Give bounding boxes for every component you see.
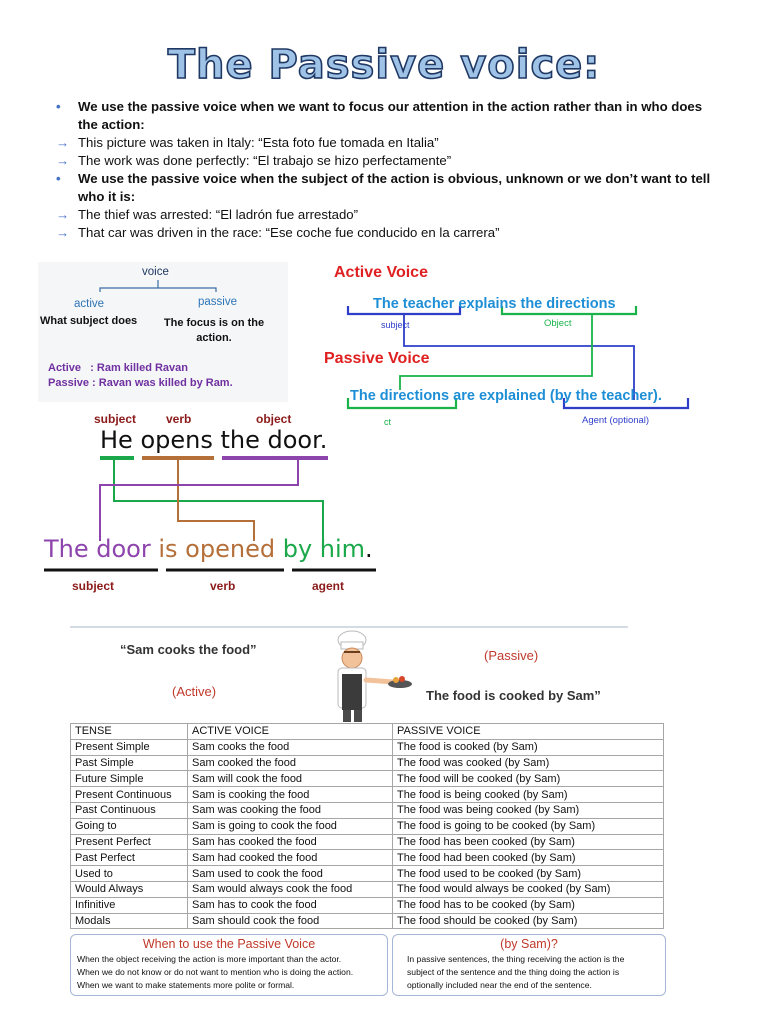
bottom-verb-word: is opened	[158, 535, 276, 563]
list-item-text: That car was driven in the race: “Ese coche fue conducido en la carrera”	[78, 225, 500, 240]
active-label: active	[74, 298, 105, 310]
active-voice-cell: Sam is going to cook the food	[188, 818, 393, 834]
tense-cell: Infinitive	[71, 897, 188, 913]
table-row	[71, 787, 664, 803]
active-verb: explains	[454, 296, 521, 312]
active-voice-cell: Sam will cook the food	[188, 771, 393, 787]
arrow-right-icon: →	[56, 135, 70, 150]
tense-cell: Used to	[71, 866, 188, 882]
column-header: PASSIVE VOICE	[393, 724, 664, 740]
active-voice-cell: Sam would always cook the food	[188, 881, 393, 897]
by-sam-title: (by Sam)?	[500, 937, 558, 951]
top-object-word: the door.	[220, 426, 328, 454]
bottom-sentence	[44, 535, 373, 563]
passive-voice-heading: Passive Voice	[324, 350, 430, 367]
passive-label: passive	[198, 296, 237, 308]
table-row	[71, 818, 664, 834]
bottom-agent-word: by him	[282, 535, 366, 563]
ct-label: ct	[384, 417, 392, 427]
top-subject-word: He	[100, 426, 133, 454]
list-item-text: This picture was taken in Italy: “Esta foto fue tomada en Italia”	[78, 135, 439, 150]
column-header: ACTIVE VOICE	[188, 724, 393, 740]
bottom-agent-label: agent	[312, 579, 345, 593]
list-item-text: The thief was arrested: “El ladrón fue arrestado”	[78, 207, 359, 222]
tense-cell: Present Continuous	[71, 787, 188, 803]
passive-voice-cell: The food is being cooked (by Sam)	[393, 787, 664, 803]
when-to-use-title: When to use the Passive Voice	[142, 937, 316, 951]
passive-voice-cell: The food has to be cooked (by Sam)	[393, 897, 664, 913]
table-header-row	[71, 724, 664, 740]
passive-voice-cell: The food was being cooked (by Sam)	[393, 802, 664, 818]
table-row	[71, 834, 664, 850]
table-row	[71, 802, 664, 818]
passive-voice-cell: The food has been cooked (by Sam)	[393, 834, 664, 850]
tense-cell: Modals	[71, 913, 188, 929]
list-item-text: The work was done perfectly: “El trabajo se hizo perfectamente”	[78, 153, 452, 168]
passive-verb: are explained	[449, 388, 550, 404]
note-line: optionally included near the end of the sentence.	[407, 980, 592, 990]
tense-cell: Future Simple	[71, 771, 188, 787]
active-voice-heading: Active Voice	[334, 264, 428, 281]
passive-voice-cell: The food is cooked (by Sam)	[393, 739, 664, 755]
passive-quote: The food is cooked by Sam”	[426, 688, 601, 703]
active-voice-cell: Sam cooks the food	[188, 739, 393, 755]
sam-header	[70, 626, 628, 724]
when-to-use-text	[77, 953, 353, 992]
bullet-list	[52, 98, 712, 242]
list-item	[52, 206, 712, 224]
voice-root-label: voice	[142, 266, 169, 278]
list-item-text: We use the passive voice when the subject of the action is obvious, unknown or we don’t want to tell who it is:	[78, 171, 711, 204]
tense-table	[70, 723, 664, 929]
list-item-text: We use the passive voice when we want to focus our attention in the action rather than in who does the action:	[78, 99, 703, 132]
list-item	[52, 152, 712, 170]
tense-cell: Past Perfect	[71, 850, 188, 866]
tense-cell: Going to	[71, 818, 188, 834]
voice-tree	[38, 262, 288, 402]
bottom-period: .	[365, 535, 373, 563]
tense-cell: Past Continuous	[71, 802, 188, 818]
tense-cell: Present Simple	[71, 739, 188, 755]
door-diagram	[36, 405, 386, 600]
table-row	[71, 897, 664, 913]
passive-sentence	[350, 388, 662, 404]
top-subject-label: subject	[94, 412, 137, 426]
bottom-verb-label: verb	[210, 579, 236, 593]
table-row	[71, 739, 664, 755]
list-item	[52, 98, 712, 134]
table-row	[71, 866, 664, 882]
arrow-right-icon: →	[56, 225, 70, 240]
active-voice-cell: Sam is cooking the food	[188, 787, 393, 803]
active-desc: What subject does	[40, 315, 138, 327]
passive-voice-cell: The food is going to be cooked (by Sam)	[393, 818, 664, 834]
list-item	[52, 170, 712, 206]
note-line: When we do not know or do not want to mention who is doing the action.	[77, 967, 354, 977]
note-line: subject of the sentence and the thing doing the action is	[407, 967, 620, 977]
top-verb-label: verb	[166, 412, 192, 426]
passive-voice-cell: The food would always be cooked (by Sam)	[393, 881, 664, 897]
table-row	[71, 771, 664, 787]
active-voice-cell: Sam used to cook the food	[188, 866, 393, 882]
tense-cell: Present Perfect	[71, 834, 188, 850]
active-voice-cell: Sam has to cook the food	[188, 897, 393, 913]
object-label: Object	[544, 318, 572, 329]
arrow-right-icon: →	[56, 207, 70, 222]
example-active: Active : Ram killed Ravan	[48, 362, 188, 374]
bottom-subject-word: The door	[44, 535, 151, 563]
top-verb-word: opens	[140, 426, 213, 454]
table-row	[71, 755, 664, 771]
active-voice-cell: Sam cooked the food	[188, 755, 393, 771]
page-title: The Passive voice:	[167, 42, 601, 88]
note-line: When the object receiving the action is more important than the actor.	[77, 954, 342, 964]
active-voice-cell: Sam has cooked the food	[188, 834, 393, 850]
note-line: In passive sentences, the thing receiving the action is the	[407, 954, 625, 964]
table-row	[71, 913, 664, 929]
column-header: TENSE	[71, 724, 188, 740]
top-object-label: object	[256, 412, 292, 426]
passive-voice-cell: The food used to be cooked (by Sam)	[393, 866, 664, 882]
list-item	[52, 134, 712, 152]
top-sentence	[100, 426, 327, 454]
tense-cell: Past Simple	[71, 755, 188, 771]
passive-desc: The focus is on the action.	[163, 317, 265, 344]
passive-subject: The directions	[350, 388, 450, 404]
active-voice-cell: Sam was cooking the food	[188, 802, 393, 818]
note-line: When we want to make statements more polite or formal.	[77, 980, 295, 990]
tense-table-body	[71, 739, 664, 929]
active-sentence	[373, 296, 616, 312]
chef-illustration	[310, 630, 420, 724]
tense-table-wrap	[70, 723, 664, 929]
arrow-right-icon: →	[56, 153, 70, 168]
example-passive: Passive : Ravan was killed by Ram.	[48, 377, 233, 389]
when-to-use-box	[70, 934, 388, 996]
table-row	[71, 850, 664, 866]
table-row	[71, 881, 664, 897]
bullet-icon: •	[56, 99, 61, 114]
active-voice-cell: Sam had cooked the food	[188, 850, 393, 866]
bottom-subject-label: subject	[72, 579, 115, 593]
list-item	[52, 224, 712, 242]
active-subject: The teacher	[373, 296, 455, 312]
by-sam-box	[392, 934, 666, 996]
passive-voice-cell: The food was cooked (by Sam)	[393, 755, 664, 771]
active-quote: “Sam cooks the food”	[120, 642, 257, 657]
passive-voice-cell: The food should be cooked (by Sam)	[393, 913, 664, 929]
passive-agent: (by the teacher).	[549, 388, 662, 404]
subject-label: subject	[381, 320, 410, 330]
active-object: the directions	[520, 296, 616, 312]
passive-voice-cell: The food had been cooked (by Sam)	[393, 850, 664, 866]
by-sam-text	[407, 953, 624, 992]
tense-cell: Would Always	[71, 881, 188, 897]
passive-voice-cell: The food will be cooked (by Sam)	[393, 771, 664, 787]
bullet-icon: •	[56, 171, 61, 186]
passive-tag: (Passive)	[484, 648, 539, 663]
agent-label: Agent (optional)	[582, 415, 650, 426]
active-tag: (Active)	[172, 684, 217, 699]
active-voice-cell: Sam should cook the food	[188, 913, 393, 929]
